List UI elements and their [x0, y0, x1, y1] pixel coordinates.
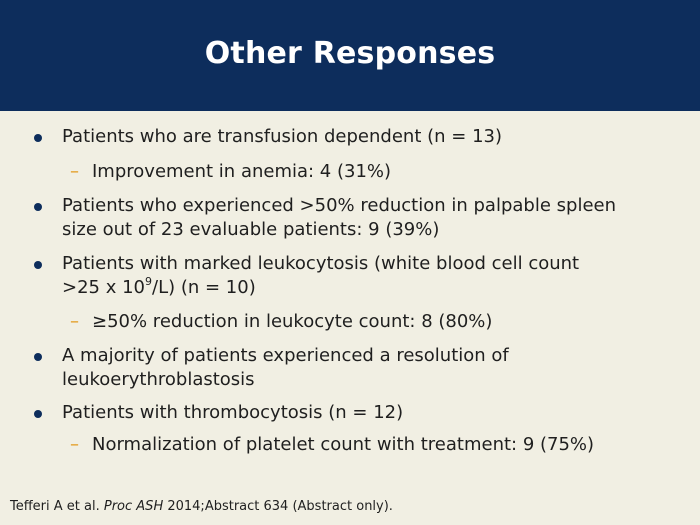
bullet-text [62, 252, 677, 300]
dash-icon: – [70, 161, 79, 182]
bullet-text-line-2-post: /L) (n = 10) [152, 277, 256, 298]
bullet-text-line-1: Patients with marked leukocytosis (white blood cell count [62, 253, 580, 274]
bullet-dot-icon [34, 203, 42, 211]
bullet-text-line-2-pre: >25 x 10 [62, 277, 145, 298]
bullet-text: Patients who are transfusion dependent (n = 13) [62, 126, 502, 147]
bullet-text [62, 344, 677, 392]
dash-icon: – [70, 311, 79, 332]
citation-details: 2014;Abstract 634 (Abstract only). [163, 499, 393, 514]
bullet-dot-icon [34, 353, 42, 361]
bullet-text: Patients with thrombocytosis (n = 12) [62, 402, 404, 423]
citation-authors: Tefferi A et al. [10, 499, 104, 514]
bullet-dot-icon [34, 134, 42, 142]
slide-title: Other Responses [204, 36, 496, 71]
bullet-text-line-1: Patients who experienced >50% reduction in palpable spleen [62, 195, 617, 216]
bullet-dot-icon [34, 261, 42, 269]
bullet-text-line-2: size out of 23 evaluable patients: 9 (39%) [62, 219, 440, 240]
sub-bullet-text: ≥50% reduction in leukocyte count: 8 (80%) [92, 311, 493, 332]
dash-icon: – [70, 434, 79, 455]
bullet-text-line-2: leukoerythroblastosis [62, 369, 255, 390]
sub-bullet-text: Normalization of platelet count with treatment: 9 (75%) [92, 434, 595, 455]
exponent: 9 [145, 275, 152, 288]
bullet-text-line-1: A majority of patients experienced a resolution of [62, 345, 509, 366]
bullet-dot-icon [34, 410, 42, 418]
bullet-text [62, 194, 677, 242]
citation-footnote [10, 499, 393, 514]
citation-journal: Proc ASH [103, 499, 164, 514]
sub-bullet-text: Improvement in anemia: 4 (31%) [92, 161, 392, 182]
